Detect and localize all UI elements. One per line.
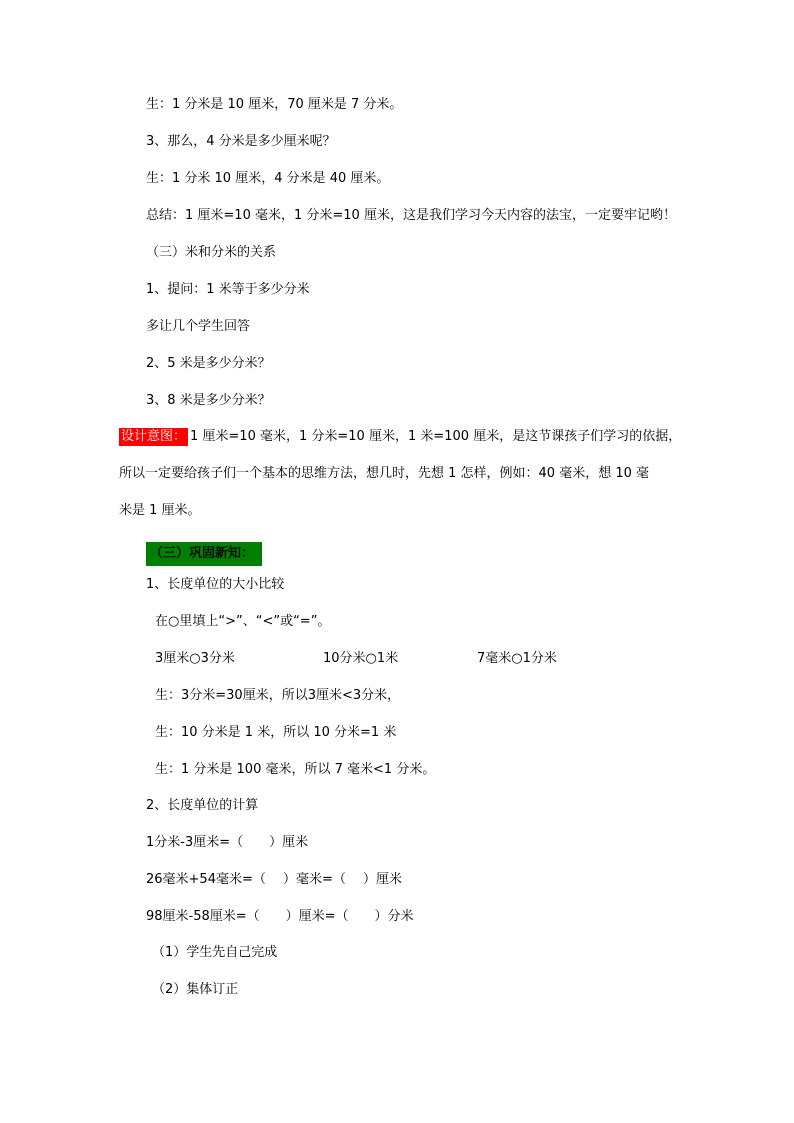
text-line: 2、5 米是多少分米？ — [146, 356, 271, 371]
compare-item: 3厘米○3分米 — [155, 651, 235, 666]
text-line: 生：3分米=30厘米，所以3厘米<3分米， — [155, 688, 401, 703]
compare-item: 7毫米○1分米 — [477, 651, 557, 666]
text-line: 多让几个学生回答 — [146, 319, 251, 334]
design-intent-tag: 设计意图： — [121, 429, 187, 444]
text-line: 在○里填上“>”、“<”或“=”。 — [155, 614, 331, 629]
section-title-consolidate: （三）巩固新知： — [146, 542, 262, 566]
text-line: 生：10 分米是 1 米，所以 10 分米=1 米 — [155, 725, 397, 740]
text-line: 3、那么，4 分米是多少厘米呢？ — [146, 134, 336, 149]
exercise-line: 26毫米+54毫米=（ ）毫米=（ ）厘米 — [146, 872, 403, 887]
design-intent-line — [119, 428, 681, 446]
design-intent-line: 米是 1 厘米。 — [119, 503, 201, 518]
section-heading: （三）米和分米的关系 — [146, 245, 277, 260]
text-line: 生：1 分米是 100 毫米，所以 7 毫米<1 分米。 — [155, 762, 436, 777]
text-line: 1、长度单位的大小比较 — [146, 577, 285, 592]
text-line: 生：1 分米是 10 厘米，70 厘米是 7 分米。 — [146, 97, 403, 112]
summary-line: 总结：1 厘米=10 毫米，1 分米=10 厘米，这是我们学习今天内容的法宝，一定要牢记哟！ — [146, 208, 676, 223]
compare-item: 10分米○1米 — [323, 651, 399, 666]
design-intent-line: 所以一定要给孩子们一个基本的思维方法，想几时，先想 1 怎样，例如：40 毫米，想 10 毫 — [119, 466, 650, 481]
text-line: （1）学生先自己完成 — [152, 945, 278, 960]
text-line: 生：1 分米 10 厘米，4 分米是 40 厘米。 — [146, 171, 390, 186]
exercise-line: 1分米-3厘米=（ ）厘米 — [146, 835, 309, 850]
exercise-line: 98厘米-58厘米=（ ）厘米=（ ）分米 — [146, 909, 414, 924]
text-line: 2、长度单位的计算 — [146, 798, 259, 813]
text-line: （2）集体订正 — [152, 982, 239, 997]
text-line: 1、提问：1 米等于多少分米 — [146, 282, 310, 297]
design-intent-text: 1 厘米=10 毫米，1 分米=10 厘米，1 米=100 厘米，是这节课孩子们学习的依据， — [190, 429, 682, 444]
text-line: 3、8 米是多少分米？ — [146, 393, 271, 408]
